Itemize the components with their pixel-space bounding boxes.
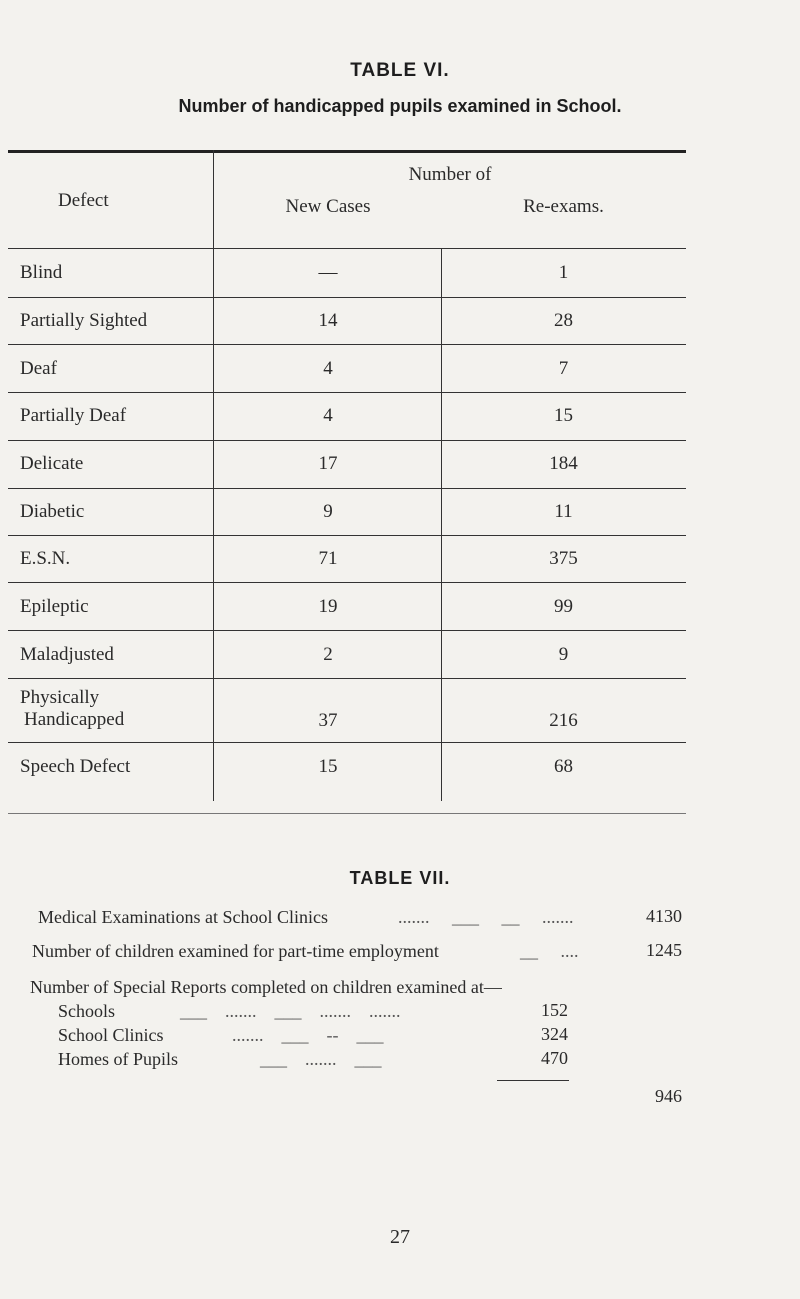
- defect-cell: Handicapped: [24, 709, 125, 730]
- subtotal-rule: [497, 1080, 569, 1081]
- row-rule: [8, 535, 686, 536]
- re-exams-cell: 68: [554, 756, 573, 777]
- row-rule: [8, 297, 686, 298]
- re-exams-cell: 11: [554, 501, 573, 522]
- table-vi-title: TABLE VI.: [350, 60, 450, 81]
- new-cases-cell: 37: [318, 710, 338, 731]
- schools-value: 152: [541, 1000, 568, 1020]
- new-cases-cell: 2: [323, 644, 333, 665]
- re-exams-cell: 9: [558, 644, 569, 665]
- new-cases-cell: 17: [318, 453, 338, 474]
- header-number-of: Number of: [408, 164, 492, 185]
- re-exams-cell: 184: [549, 453, 578, 474]
- medical-examinations-label: Medical Examinations at School Clinics: [38, 907, 328, 927]
- re-exams-cell: 375: [549, 548, 578, 569]
- row-rule: [8, 678, 686, 679]
- re-exams-cell: 99: [554, 596, 573, 617]
- medical-examinations-value: 4130: [646, 906, 682, 926]
- new-cases-cell: 19: [318, 596, 338, 617]
- leader-dots: ....... ___ __ .......: [398, 907, 574, 927]
- special-reports-label: Number of Special Reports completed on children examined at—: [30, 977, 502, 997]
- schools-label: Schools: [58, 1001, 116, 1021]
- header-new-cases: New Cases: [285, 196, 371, 217]
- leader-dots: __ ....: [520, 941, 579, 961]
- table-vii: [0, 860, 800, 1160]
- row-rule: [8, 582, 686, 583]
- defect-cell: Maladjusted: [20, 644, 114, 665]
- part-time-employment-label: Number of children examined for part-time employment: [32, 941, 439, 961]
- defect-cell: Blind: [20, 262, 63, 283]
- header-defect: Defect: [58, 190, 109, 211]
- re-exams-cell: 7: [558, 358, 569, 379]
- leader-dots: ___ ....... ___: [260, 1049, 382, 1069]
- defect-cell: Epileptic: [20, 596, 89, 617]
- row-rule: [8, 248, 686, 249]
- new-cases-cell: 4: [323, 358, 333, 379]
- table-vi: [8, 150, 686, 815]
- defect-cell: Partially Sighted: [20, 310, 148, 331]
- defect-cell: E.S.N.: [20, 548, 71, 569]
- defect-cell: Delicate: [20, 453, 84, 474]
- defect-cell: Diabetic: [20, 501, 85, 522]
- row-rule: [8, 488, 686, 489]
- table-bottom-rule: [8, 813, 686, 814]
- leader-dots: ....... ___ -- ___: [232, 1025, 384, 1045]
- defect-cell: Speech Defect: [20, 756, 131, 777]
- school-clinics-value: 324: [541, 1024, 568, 1044]
- defect-cell: Partially Deaf: [20, 405, 127, 426]
- re-exams-cell: 1: [558, 262, 569, 283]
- new-cases-cell: —: [318, 262, 338, 283]
- new-cases-cell: 9: [323, 501, 333, 522]
- new-cases-cell: 71: [318, 548, 338, 569]
- school-clinics-label: School Clinics: [58, 1025, 164, 1045]
- re-exams-cell: 28: [554, 310, 573, 331]
- new-cases-cell: 4: [323, 405, 333, 426]
- table-top-rule: [8, 150, 686, 153]
- defect-cell: Physically: [20, 687, 100, 708]
- defect-cell: Deaf: [20, 358, 57, 379]
- re-exams-cell: 216: [549, 710, 578, 731]
- new-cases-cell: 15: [318, 756, 338, 777]
- page-number: 27: [390, 1226, 410, 1248]
- part-time-employment-value: 1245: [646, 940, 682, 960]
- new-cases-cell: 14: [318, 310, 338, 331]
- row-rule: [8, 440, 686, 441]
- re-exams-cell: 15: [554, 405, 573, 426]
- table-vi-subtitle: Number of handicapped pupils examined in School.: [178, 96, 622, 116]
- homes-of-pupils-value: 470: [541, 1048, 568, 1068]
- homes-of-pupils-label: Homes of Pupils: [58, 1049, 179, 1069]
- row-rule: [8, 630, 686, 631]
- special-reports-total: 946: [655, 1086, 682, 1106]
- row-rule: [8, 742, 686, 743]
- row-rule: [8, 344, 686, 345]
- table-vii-title: TABLE VII.: [349, 868, 451, 888]
- row-rule: [8, 392, 686, 393]
- leader-dots: ___ ....... ___ ....... .......: [180, 1001, 401, 1021]
- header-re-exams: Re-exams.: [523, 196, 604, 217]
